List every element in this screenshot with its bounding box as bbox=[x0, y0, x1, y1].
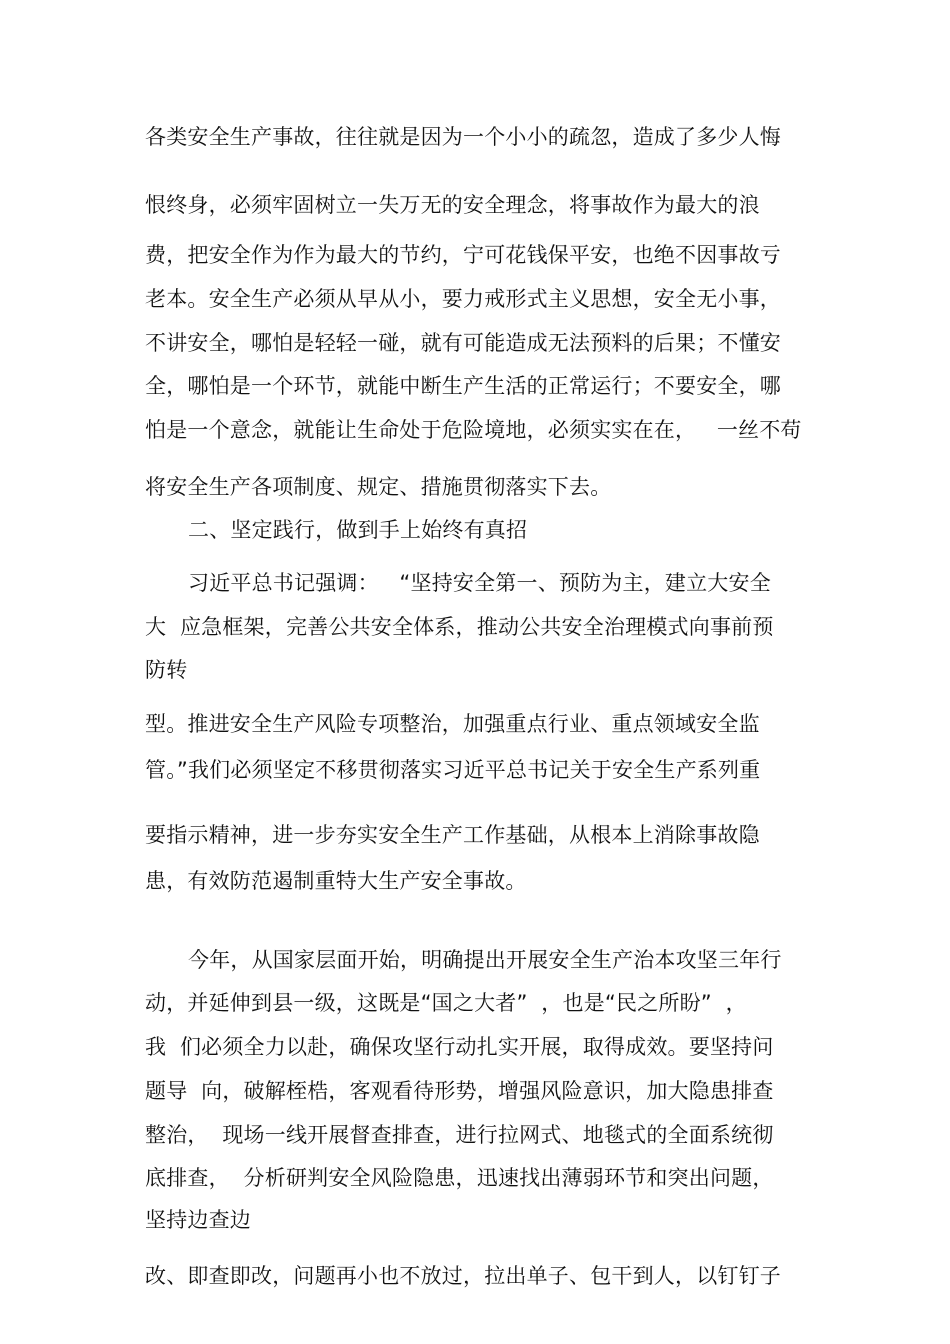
text-line: 习近平总书记强调： “坚持安全第一、预防为主，建立大安全 bbox=[188, 571, 771, 595]
text-line: 我 们必须全力以赴，确保攻坚行动扎实开展，取得成效。要坚持问 bbox=[145, 1035, 774, 1059]
text-line: 将安全生产各项制度、规定、措施贯彻落实下去。 bbox=[145, 475, 612, 499]
text-line: 费，把安全作为作为最大的节约，宁可花钱保平安，也绝不因事故亏 bbox=[145, 243, 781, 267]
text-line: 恨终身，必须牢固树立一失万无的安全理念，将事故作为最大的浪 bbox=[145, 193, 760, 217]
text-line: 全，哪怕是一个环节，就能中断生产生活的正常运行；不要安全，哪 bbox=[145, 374, 781, 398]
text-line: 今年，从国家层面开始，明确提出开展安全生产治本攻坚三年行 bbox=[188, 948, 782, 972]
section-heading: 二、坚定践行，做到手上始终有真招 bbox=[188, 518, 528, 542]
text-line: 怕是一个意念，就能让生命处于危险境地，必须实实在在， 一丝不苟 bbox=[145, 418, 802, 442]
text-line: 动，并延伸到县一级，这既是“国之大者” ，也是“民之所盼” ， bbox=[145, 991, 747, 1015]
text-line: 患，有效防范遏制重特大生产安全事故。 bbox=[145, 869, 527, 893]
text-line: 底排查， 分析研判安全风险隐患，迅速找出薄弱环节和突出问题， bbox=[145, 1166, 774, 1190]
text-line: 不讲安全，哪怕是轻轻一碰，就有可能造成无法预料的后果；不懂安 bbox=[145, 331, 781, 355]
text-line: 改、即查即改，问题再小也不放过，拉出单子、包干到人，以钉钉子 bbox=[145, 1264, 781, 1288]
text-line: 管。”我们必须坚定不移贯彻落实习近平总书记关于安全生产系列重 bbox=[145, 758, 761, 782]
text-line: 防转 bbox=[145, 658, 188, 682]
text-line: 要指示精神，进一步夯实安全生产工作基础，从根本上消除事故隐 bbox=[145, 823, 760, 847]
text-line: 大 应急框架，完善公共安全体系，推动公共安全治理模式向事前预 bbox=[145, 615, 774, 639]
text-line: 各类安全生产事故，往往就是因为一个小小的疏忽，造成了多少人悔 bbox=[145, 125, 781, 149]
text-line: 坚持边查边 bbox=[145, 1208, 251, 1232]
text-line: 整治， 现场一线开展督查排查，进行拉网式、地毯式的全面系统彻 bbox=[145, 1123, 774, 1147]
text-line: 型。推进安全生产风险专项整治，加强重点行业、重点领域安全监 bbox=[145, 712, 760, 736]
text-line: 题导 向，破解桎梏，客观看待形势，增强风险意识，加大隐患排查 bbox=[145, 1079, 774, 1103]
text-line: 老本。安全生产必须从早从小，要力戒形式主义思想，安全无小事， bbox=[145, 287, 781, 311]
